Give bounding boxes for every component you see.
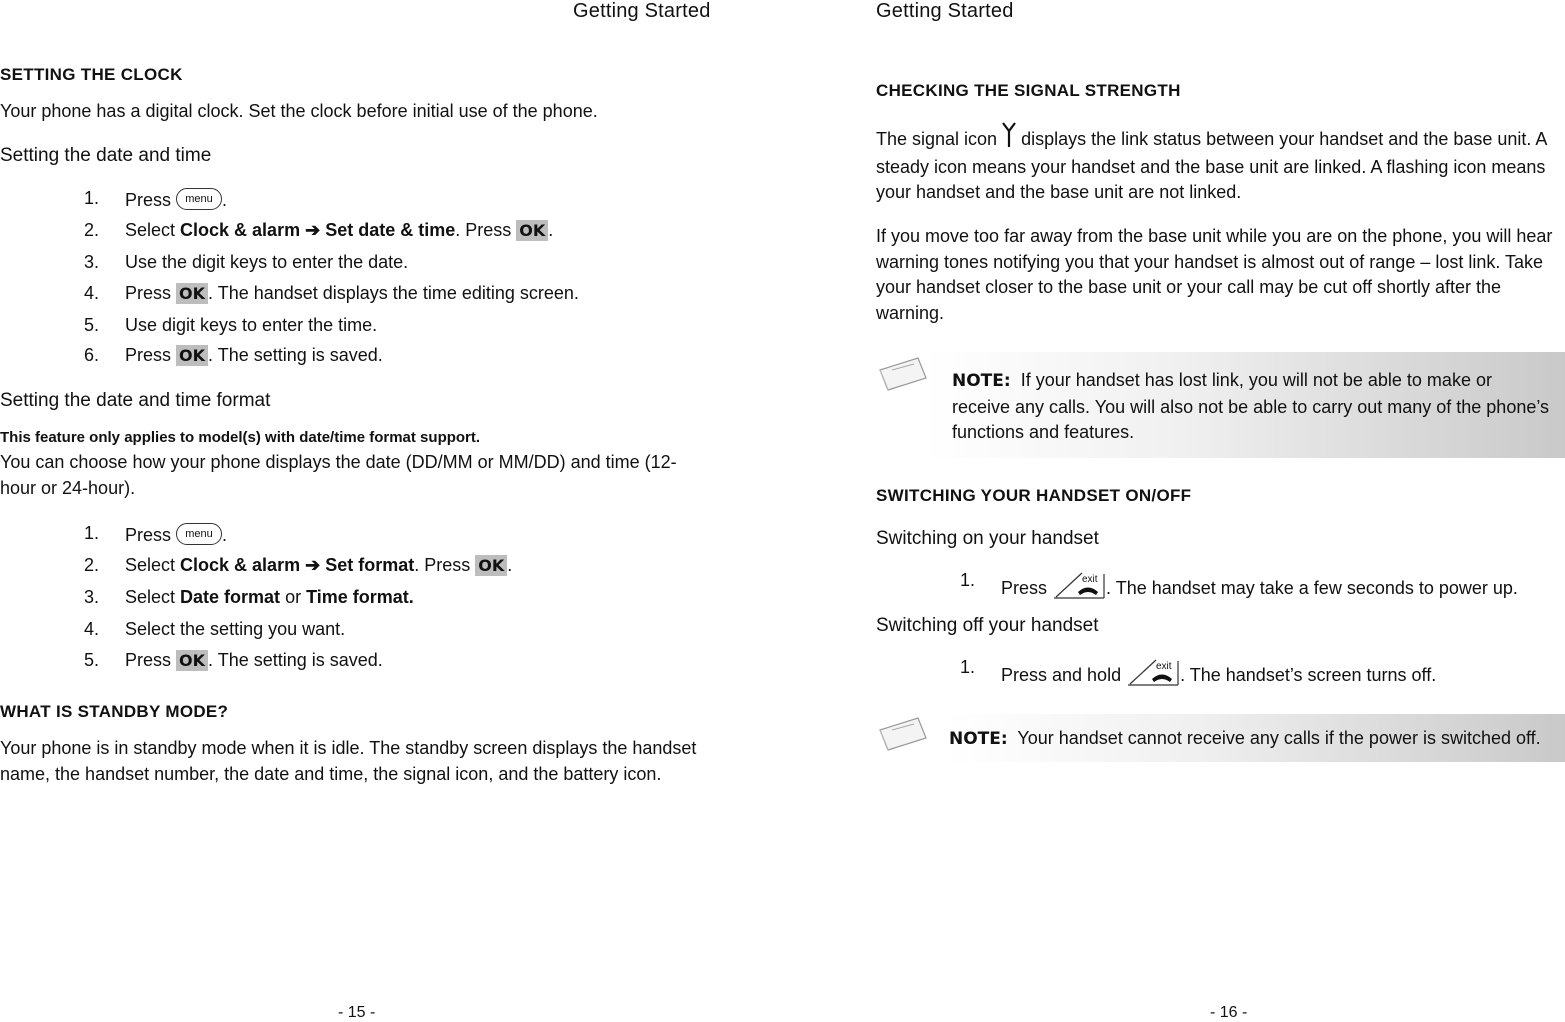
- subheading-switch-off: Switching off your handset: [876, 615, 1099, 636]
- page-number: - 16 -: [1210, 1004, 1248, 1021]
- menu-key-icon: menu: [176, 188, 222, 210]
- page-number: - 15 -: [338, 1004, 376, 1021]
- format-intro: You can choose how your phone displays the date (DD/MM or MM/DD) and time (12-hour or 24-hour).: [0, 452, 677, 498]
- subheading-date-time-format: Setting the date and time format: [0, 390, 271, 411]
- note-power: NOTE: Your handset cannot receive any calls if the power is switched off.: [949, 728, 1541, 749]
- note-paper-icon: [878, 716, 928, 757]
- menu-path-item: Clock & alarm: [180, 220, 301, 240]
- svg-text:exit: exit: [1156, 661, 1172, 672]
- range-warning-paragraph: If you move too far away from the base unit while you are on the phone, you will hear warning tones notifying you that your handset is almost out of range – lost link. Take your handset closer to the base unit or your call may be cut off shortly after the warning.: [876, 226, 1553, 323]
- section-heading-power: SWITCHING YOUR HANDSET ON/OFF: [876, 486, 1192, 505]
- running-head: Getting Started: [876, 0, 1014, 22]
- note-paper-icon: [878, 356, 928, 397]
- menu-path-item: Time format.: [306, 587, 414, 607]
- signal-antenna-icon: [1002, 121, 1016, 155]
- ok-key-icon: OK: [475, 555, 507, 576]
- menu-path-item: Date format: [180, 587, 281, 607]
- arrow-right-icon: ➔: [305, 220, 321, 240]
- subheading-switch-on: Switching on your handset: [876, 528, 1099, 549]
- menu-path-item: Set format: [325, 555, 415, 575]
- note-label: NOTE:: [952, 371, 1011, 391]
- running-head: Getting Started: [573, 0, 711, 22]
- menu-key-icon: menu: [176, 523, 222, 545]
- svg-text:exit: exit: [1082, 574, 1098, 585]
- ok-key-icon: OK: [176, 650, 208, 671]
- standby-text: Your phone is in standby mode when it is idle. The standby screen displays the handset name, the handset number, the date and time, the signal icon, and the battery icon.: [0, 738, 697, 784]
- note-signal: NOTE: If your handset has lost link, you will not be able to make or receive any calls. You will also not be able to carry out many of the phone’s functions and features.: [952, 370, 1550, 442]
- ok-key-icon: OK: [176, 283, 208, 304]
- section-heading-setting-clock: SETTING THE CLOCK: [0, 65, 183, 84]
- section-heading-signal: CHECKING THE SIGNAL STRENGTH: [876, 81, 1181, 100]
- arrow-right-icon: ➔: [305, 555, 321, 575]
- right-page: Getting Started CHECKING THE SIGNAL STRENGTH The signal icon displays the link status between your handset and the base unit. A steady icon means your handset and the base unit are linked. A flashing icon means your handset and the base unit are not linked. If you move too far away from the base unit while you are on the phone, you will hear warning tones notifying you that your handset is almost out of range – lost link. Take your handset closer to the base unit or your call may be cut off shortly after the warning. NOTE: If your handset has lost link, you will not be able to make or receive any calls. You will also not be able to carry out many of the phone’s functions and features. SWITCHING YOUR HANDSET ON/OFF Switching on your handset 1. Press exit . The handset may take a few seconds to power up. Switching off your handset 1. Press and hold exit . The handset’s screen turns off. NOTE: Your handset cannot receive any calls if the power is switched off. - 16 -: [876, 0, 1565, 1021]
- menu-path-item: Set date & time: [325, 220, 456, 240]
- section-heading-standby: WHAT IS STANDBY MODE?: [0, 702, 229, 721]
- feature-note: This feature only applies to model(s) with date/time format support.: [0, 429, 481, 446]
- ok-key-icon: OK: [516, 220, 548, 241]
- exit-key-icon: [1126, 657, 1180, 687]
- left-page: Getting Started SETTING THE CLOCK Your phone has a digital clock. Set the clock before initial use of the phone. Setting the date and time 1. Press menu . 2. Select Clock & alarm ➔ Set date & time. Press OK . 3. Use the digit keys to enter the date. 4. Press OK . The handset displays the time editing screen. 5. Use digit keys to enter the time. 6. Press OK . The setting is saved. Setting the date and time format This feature only applies to model(s) with date/time format support. You can choose how your phone displays the date (DD/MM or MM/DD) and time (12-hour or 24-hour). 1. Press menu . 2. Select Clock & alarm ➔ Set format. Press OK . 3. Select Date format or Time format. 4. Select the setting you want. 5. Press OK . The setting is saved. WHAT IS STANDBY MODE? Your phone is in standby mode when it is idle. The standby screen displays the handset name, the handset number, the date and time, the signal icon, and the battery icon. - 15 -: [0, 0, 711, 1021]
- clock-intro: Your phone has a digital clock. Set the clock before initial use of the phone.: [0, 101, 598, 121]
- note-label: NOTE:: [949, 729, 1008, 749]
- signal-paragraph: The signal icon displays the link status between your handset and the base unit. A steady icon means your handset and the base unit are linked. A flashing icon means your handset and the base unit are not linked.: [876, 121, 1565, 206]
- exit-key-icon: [1052, 570, 1106, 600]
- ok-key-icon: OK: [176, 345, 208, 366]
- subheading-date-time: Setting the date and time: [0, 145, 212, 166]
- menu-path-item: Clock & alarm: [180, 555, 301, 575]
